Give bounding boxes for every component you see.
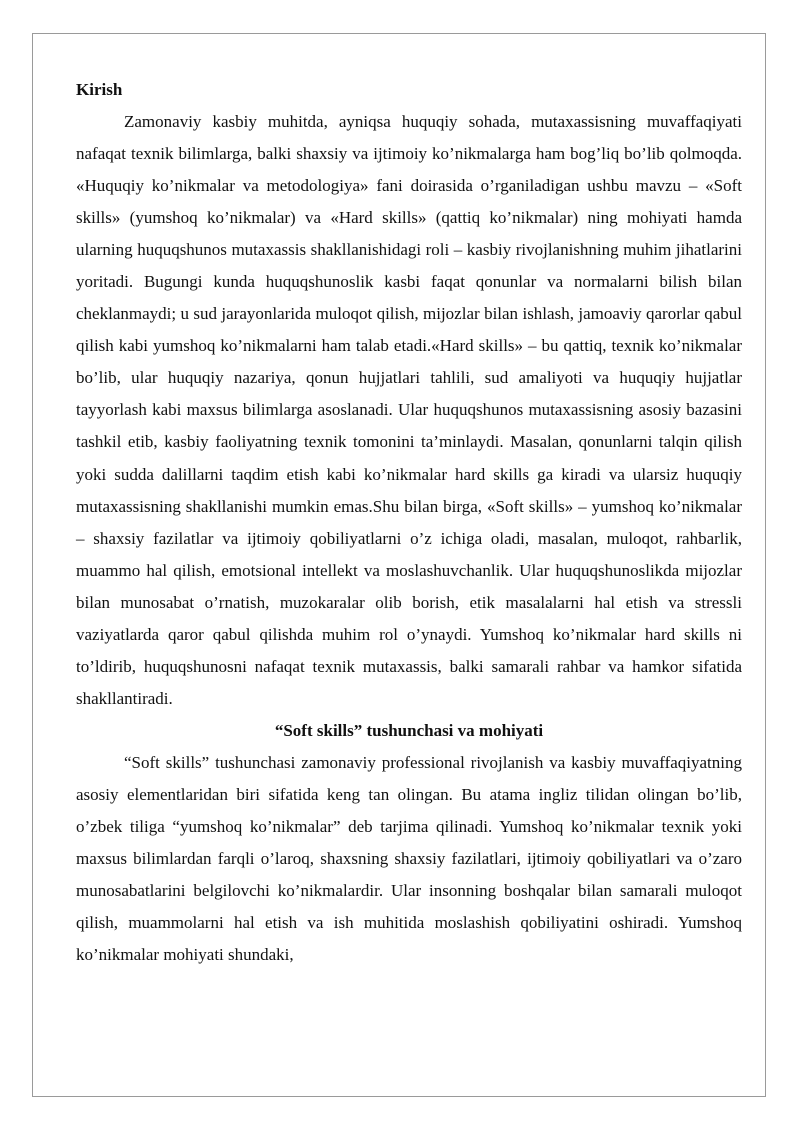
document-body [76, 74, 742, 971]
intro-heading: Kirish [76, 80, 123, 99]
section-paragraph: “Soft skills” tushunchasi zamonaviy professional rivojlanish va kasbiy muvaffaqiyatning asosiy elementlaridan biri sifatida keng tan olingan. Bu atama ingliz tilidan olingan bo’lib, o’zbek tiliga “yumshoq ko’nikmalar” deb tarjima qilinadi. Yumshoq ko’nikmalar texnik yoki maxsus bilimlardan farqli o’laroq, shaxsning shaxsiy fazilatlari, ijtimoiy qobiliyatlari va o’zaro munosabatlarini belgilovchi ko’nikmalardir. Ular insonning boshqalar bilan samarali muloqot qilish, muammolarni hal etish va ish muhitida moslashish qobiliyatini oshiradi. Yumshoq ko’nikmalar mohiyati shundaki, [76, 752, 742, 965]
intro-paragraph: Zamonaviy kasbiy muhitda, ayniqsa huquqiy sohada, mutaxassisning muvaffaqiyati nafaqat texnik bilimlarga, balki shaxsiy va ijtimoiy ko’nikmalarga ham bog’liq bo’lib qolmoqda. «Huquqiy ko’nikmalar va metodologiya» fani doirasida o’rganiladigan ushbu mavzu – «Soft skills» (yumshoq ko’nikmalar) va «Hard skills» (qattiq ko’nikmalar) ning mohiyati hamda ularning huquqshunos mutaxassis shakllanishidagi roli – kasbiy rivojlanishning muhim jihatlarini yoritadi. Bugungi kunda huquqshunoslik kasbi faqat qonunlar va normalarni bilish bilan cheklanmaydi; u sud jarayonlarida muloqot qilish, mijozlar bilan ishlash, jamoaviy qarorlar qabul qilish kabi yumshoq ko’nikmalarni ham talab etadi.«Hard skills» – bu qattiq, texnik ko’nikmalar bo’lib, ular huquqiy nazariya, qonun hujjatlari tahlili, sud amaliyoti va huquqiy hujjatlar tayyorlash kabi maxsus bilimlarga asoslanadi. Ular huquqshunos mutaxassisning asosiy bazasini tashkil etib, kasbiy faoliyatning texnik tomonini ta’minlaydi. Masalan, qonunlarni talqin qilish yoki sudda dalillarni taqdim etish kabi ko’nikmalar hard skills ga kiradi va ularsiz huquqiy mutaxassisning shakllanishi mumkin emas.Shu bilan birga, «Soft skills» – yumshoq ko’nikmalar – shaxsiy fazilatlar va ijtimoiy qobiliyatlarni o’z ichiga oladi, masalan, muloqot, rahbarlik, muammo hal qilish, emotsional intellekt va moslashuvchanlik. Ular huquqshunoslikda mijozlar bilan munosabat o’rnatish, muzokaralar olib borish, etik masalalarni hal etish va stressli vaziyatlarda qaror qabul qilishda muhim rol o’ynaydi. Yumshoq ko’nikmalar hard skills ni to’ldirib, huquqshunosni nafaqat texnik mutaxassis, balki samarali rahbar va hamkor sifatida shakllantiradi. [76, 112, 742, 708]
section-title: “Soft skills” tushunchasi va mohiyati [274, 720, 544, 740]
